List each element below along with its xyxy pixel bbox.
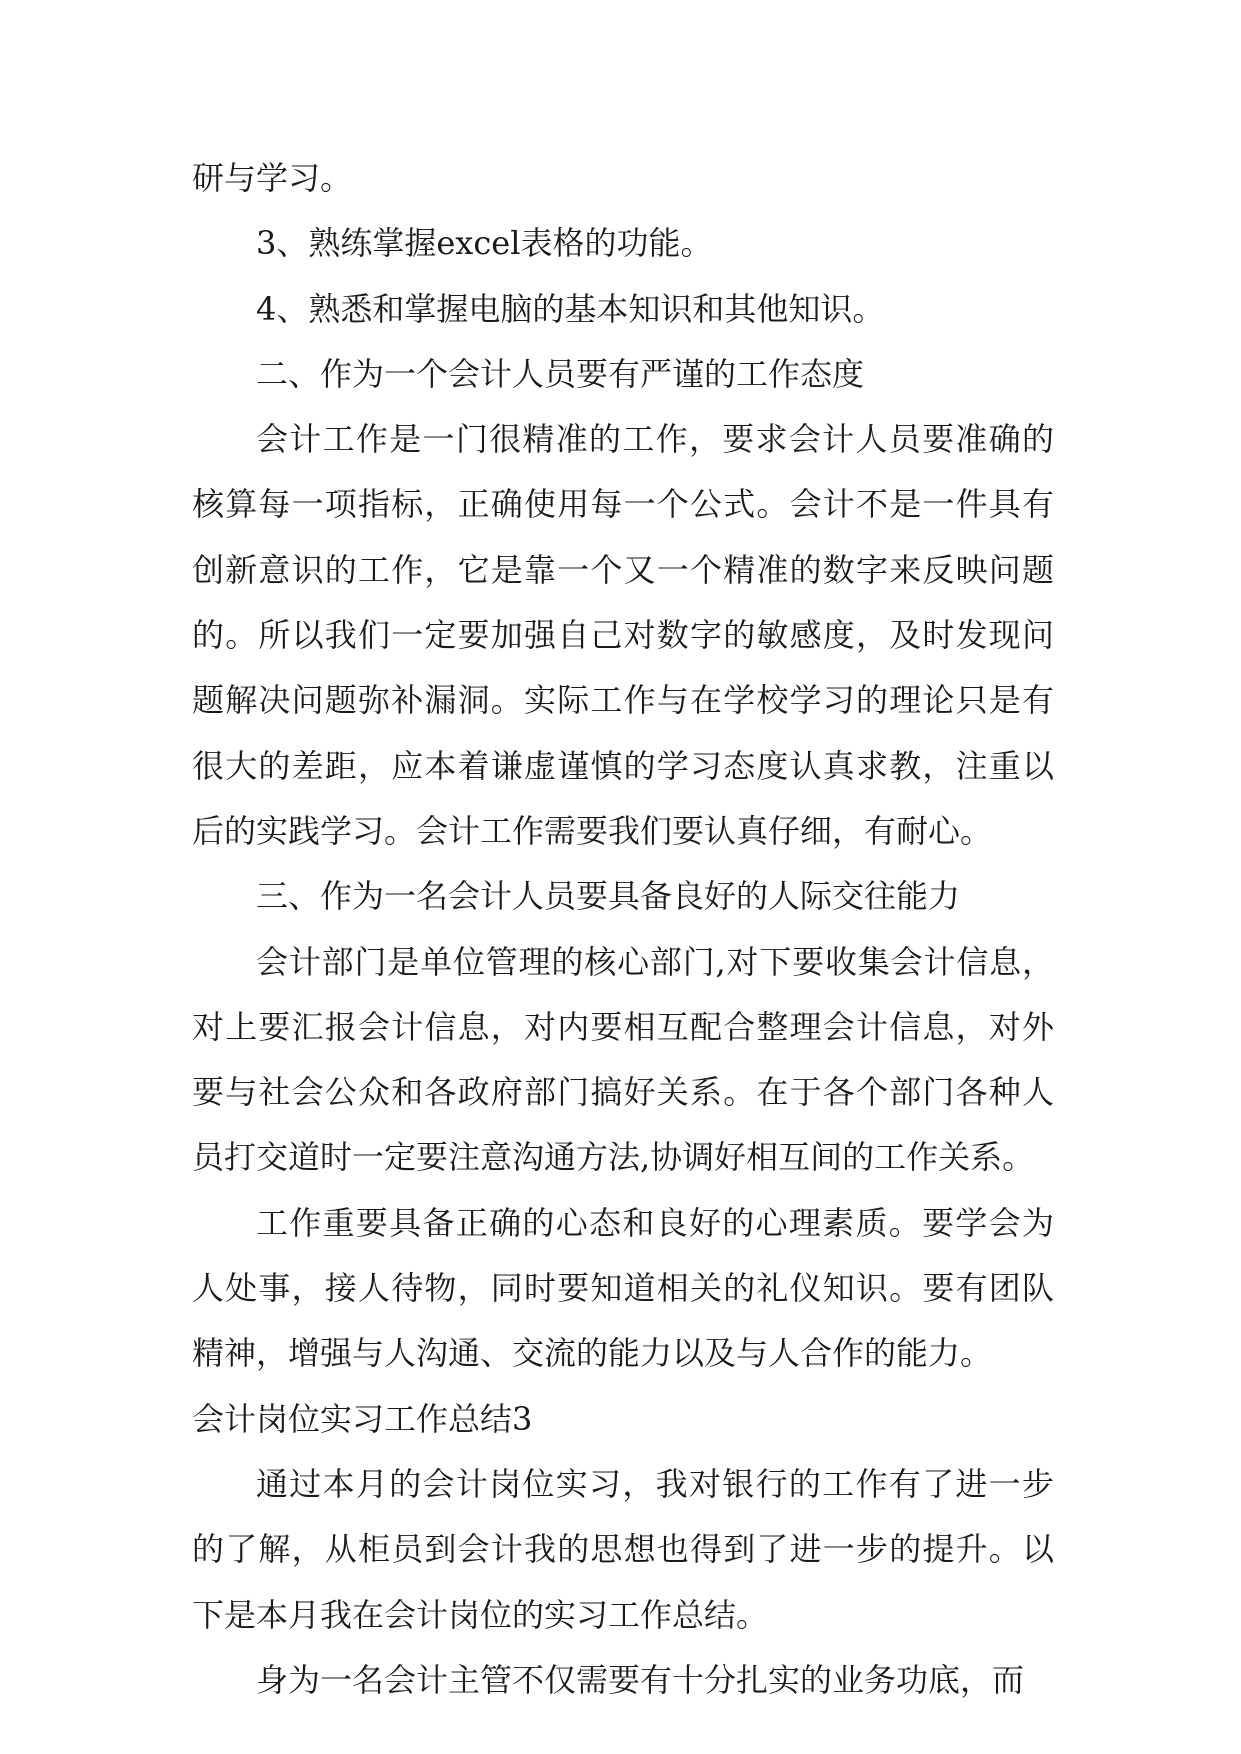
paragraph-continuation: 研与学习。	[192, 159, 353, 197]
body-paragraph: 通过本月的会计岗位实习，我对银行的工作有了进一步的了解，从柜员到会计我的思想也得到了进一步的提升。以下是本月我在会计岗位的实习工作总结。	[192, 1464, 1054, 1634]
document-body	[192, 146, 1054, 1713]
list-item-4: 4、熟悉和掌握电脑的基本知识和其他知识。	[256, 289, 885, 328]
list-item-3: 3、熟练掌握excel表格的功能。	[256, 224, 713, 263]
body-paragraph: 会计部门是单位管理的核心部门,对下要收集会计信息，对上要汇报会计信息，对内要相互配合整理会计信息，对外要与社会公众和各政府部门搞好关系。在于各个部门各种人员打交道时一定要注意沟通方法,协调好相互间的工作关系。	[192, 942, 1054, 1177]
section-heading-3: 三、作为一名会计人员要具备良好的人际交往能力	[256, 877, 961, 916]
section-heading-2: 二、作为一个会计人员要有严谨的工作态度	[256, 354, 865, 393]
body-paragraph: 身为一名会计主管不仅需要有十分扎实的业务功底，而	[256, 1660, 1025, 1699]
body-paragraph: 会计工作是一门很精准的工作，要求会计人员要准确的核算每一项指标，正确使用每一个公式。会计不是一件具有创新意识的工作，它是靠一个又一个精准的数字来反映问题的。所以我们一定要加强自己对数字的敏感度，及时发现问题解决问题弥补漏洞。实际工作与在学校学习的理论只是有很大的差距，应本着谦虚谨慎的学习态度认真求教，注重以后的实践学习。会计工作需要我们要认真仔细，有耐心。	[192, 420, 1054, 850]
article-title: 会计岗位实习工作总结3	[192, 1399, 533, 1438]
body-paragraph: 工作重要具备正确的心态和良好的心理素质。要学会为人处事，接人待物，同时要知道相关的礼仪知识。要有团队精神，增强与人沟通、交流的能力以及与人合作的能力。	[192, 1203, 1054, 1373]
